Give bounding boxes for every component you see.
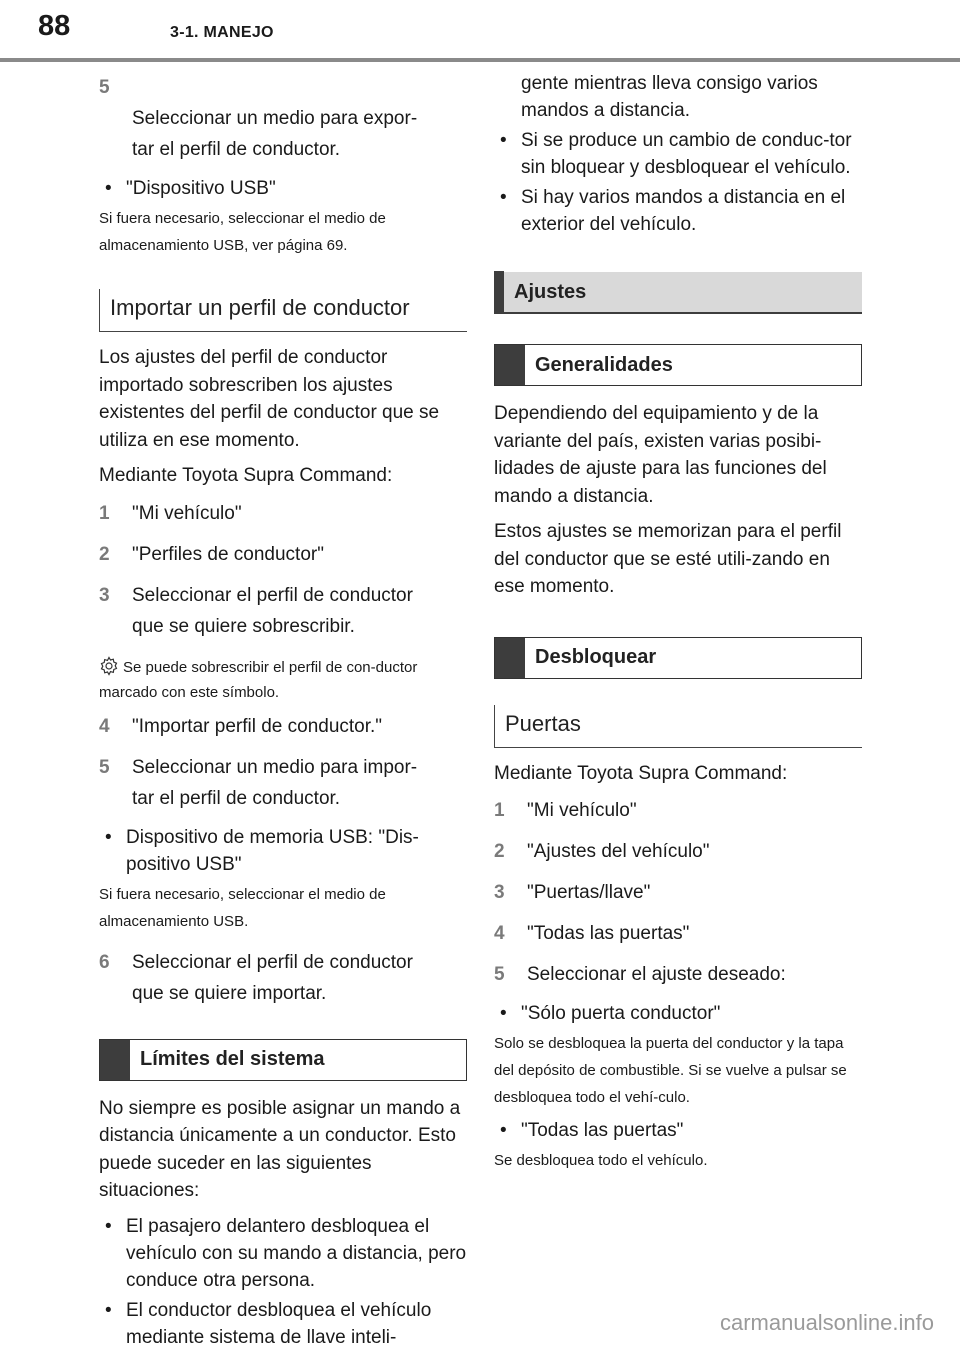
step-3 xyxy=(494,877,862,908)
watermark: carmanualsonline.info xyxy=(719,1310,934,1335)
list-item: • Si se produce un cambio de conduc-tor sin bloquear y desbloquear el vehículo. xyxy=(500,130,852,178)
step-number: 4 xyxy=(494,923,505,944)
note-text: Se desbloquea todo el vehículo. xyxy=(494,1152,708,1169)
step-5 xyxy=(494,959,862,990)
list-item-continued xyxy=(494,70,862,124)
heading-label: Límites del sistema xyxy=(140,1048,325,1070)
step-text: "Puertas/llave" xyxy=(527,882,651,903)
page-header xyxy=(0,0,960,62)
step-4 xyxy=(99,711,467,742)
bullet-text: Dispositivo de memoria USB: "Dis-positivo USB" xyxy=(126,826,419,875)
step-text: Seleccionar el ajuste deseado: xyxy=(527,964,786,985)
step-5-import xyxy=(99,752,467,814)
heading-bar xyxy=(494,271,504,313)
step-number: 3 xyxy=(99,584,110,606)
step-text: "Importar perfil de conductor." xyxy=(132,715,383,737)
note-text: Si fuera necesario, seleccionar el medio de almacenamiento USB. xyxy=(99,885,386,930)
heading-bar xyxy=(495,638,525,678)
step-number: 1 xyxy=(494,800,505,821)
step-number: 5 xyxy=(99,77,110,98)
gear-icon xyxy=(99,656,119,682)
note-with-icon xyxy=(99,656,467,703)
list-item: • "Todas las puertas" xyxy=(500,1120,684,1141)
list-item: • "Dispositivo USB" xyxy=(105,178,276,199)
paragraph: Estos ajustes se memorizan para el perfil del conductor que se esté utili-zando en ese momento. xyxy=(494,521,842,597)
step-text: "Mi vehículo" xyxy=(132,502,242,524)
step-2 xyxy=(494,836,862,867)
heading-bar xyxy=(100,1040,130,1080)
step-text: Seleccionar un medio para expor- tar el perfil de conductor. xyxy=(132,108,418,160)
step-2 xyxy=(99,539,467,570)
paragraph: Dependiendo del equipamiento y de la variante del país, existen varias posibi-lidades de ajuste para las funciones del mando a distancia. xyxy=(494,403,827,507)
bullet-text: "Sólo puerta conductor" xyxy=(521,1003,721,1024)
paragraph: Mediante Toyota Supra Command: xyxy=(99,465,393,486)
step-4 xyxy=(494,918,862,949)
step-number: 4 xyxy=(99,715,110,737)
heading-general xyxy=(494,344,862,386)
step-text: "Ajustes del vehículo" xyxy=(527,841,710,862)
step-number: 3 xyxy=(494,882,505,903)
step-number: 5 xyxy=(99,756,110,778)
bullet-text: "Todas las puertas" xyxy=(521,1120,684,1141)
step-text: "Mi vehículo" xyxy=(527,800,637,821)
page-number: 88 xyxy=(38,10,71,42)
step-number: 5 xyxy=(494,964,505,985)
heading-label: Desbloquear xyxy=(535,646,657,668)
chapter-title: 3-1. MANEJO xyxy=(170,24,274,41)
note-text: Solo se desbloquea la puerta del conductor y la tapa del depósito de combustible. Si se vuelve a pulsar se desbloquea todo el vehí-culo. xyxy=(494,1035,847,1106)
step-5-export xyxy=(99,72,467,165)
note-text: Se puede sobrescribir el perfil de con-ductor marcado con este símbolo. xyxy=(99,658,418,701)
list-item: • El pasajero delantero desbloquea el vehículo con su mando a distancia, pero conduce otra persona. xyxy=(105,1215,467,1291)
note-text: Si fuera necesario, seleccionar el medio de almacenamiento USB, ver página 69. xyxy=(99,210,386,254)
left-column xyxy=(99,66,467,1354)
paragraph: Mediante Toyota Supra Command: xyxy=(494,762,788,784)
step-text: Seleccionar el perfil de conductor que se quiere importar. xyxy=(132,951,413,1004)
step-1 xyxy=(99,498,467,529)
step-number: 2 xyxy=(494,841,505,862)
heading-label: Ajustes xyxy=(514,280,587,303)
step-number: 2 xyxy=(99,543,110,565)
list-item: • El conductor desbloquea el vehículo mediante sistema de llave inteli- xyxy=(105,1299,432,1348)
list-item: • Dispositivo de memoria USB: "Dis-positivo USB" xyxy=(105,826,419,875)
heading-unlock xyxy=(494,637,862,679)
step-text: Seleccionar el perfil de conductor que se quiere sobrescribir. xyxy=(132,584,413,637)
bullet-text: El pasajero delantero desbloquea el vehículo con su mando a distancia, pero conduce otra persona. xyxy=(126,1215,467,1291)
list-item: • "Sólo puerta conductor" xyxy=(500,1003,721,1024)
paragraph: Los ajustes del perfil de conductor importado sobrescriben los ajustes existentes del perfil de conductor que se utiliza en ese momento. xyxy=(99,347,440,451)
right-column xyxy=(494,66,862,1180)
heading-label: Generalidades xyxy=(535,353,673,376)
subheading-doors: Puertas xyxy=(494,705,862,748)
bullet-text: Si se produce un cambio de conduc-tor sin bloquear y desbloquear el vehículo. xyxy=(521,130,852,178)
list-item: • Si hay varios mandos a distancia en el exterior del vehículo. xyxy=(500,187,846,235)
bullet-text: gente mientras lleva consigo varios mandos a distancia. xyxy=(521,73,818,121)
paragraph: No siempre es posible asignar un mando a distancia únicamente a un conductor. Esto puede suceder en las siguientes situaciones: xyxy=(99,1097,461,1201)
step-3 xyxy=(99,580,467,642)
section-heading-settings xyxy=(494,272,862,314)
heading-system-limits xyxy=(99,1039,467,1081)
step-1 xyxy=(494,795,862,826)
step-6 xyxy=(99,947,467,1009)
step-number: 6 xyxy=(99,951,110,973)
bullet-text: Si hay varios mandos a distancia en el exterior del vehículo. xyxy=(521,187,846,235)
heading-bar xyxy=(495,345,525,385)
step-text: "Todas las puertas" xyxy=(527,923,690,944)
bullet-text: El conductor desbloquea el vehículo mediante sistema de llave inteli- xyxy=(126,1299,432,1348)
subheading-import-profile: Importar un perfil de conductor xyxy=(99,289,467,332)
step-text: "Perfiles de conductor" xyxy=(132,543,324,565)
step-number: 1 xyxy=(99,502,110,524)
bullet-text: "Dispositivo USB" xyxy=(126,178,276,199)
header-divider xyxy=(0,58,960,62)
step-text: Seleccionar un medio para impor- tar el perfil de conductor. xyxy=(132,756,418,809)
